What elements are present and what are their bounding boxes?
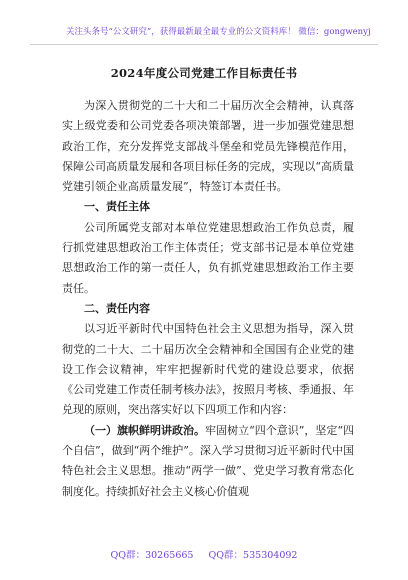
footer-qq-group-2: QQ群：535304092 [208, 550, 298, 561]
section-paragraph-responsibility-content: 以习近平新时代中国特色社会主义思想为指导，深入贯彻党的二十大、二十届历次全会精神和全国国有企业党的建设工作会议精神，牢牢把握新时代党的建设总要求，依据《公司党建工作责任制考核办法》，按照月考核、季通报、年兑现的原则，突出落实好以下四项工作和内容： [62, 322, 354, 417]
section-heading-responsibility-content: 二、责任内容 [84, 301, 150, 315]
footer-qq-group-1: QQ群：30265665 [110, 550, 194, 561]
section-paragraph-responsibility-subject: 公司所属党支部对本单位党建思想政治工作负总责，履行抓党建思想政治工作主体责任；党支部书记是本单位党建思想政治工作的第一责任人，负有抓党建思想政治工作主要责任。 [62, 220, 354, 295]
item-text-politics: 牢固树立“四个意识”，坚定“四个自信”，做到“两个维护”。深入学习贯彻习近平新时代中国特色社会主义思想。推动“两学一做”、党史学习教育常态化制度化。持续抓好社会主义核心价值观 [62, 423, 355, 498]
item-lead-politics: （一）旗帜鲜明讲政治。 [84, 423, 206, 437]
item-paragraph-politics [62, 421, 354, 502]
intro-paragraph: 为深入贯彻党的二十大和二十届历次全会精神，认真落实上级党委和公司党委各项决策部署，进一步加强党建思想政治工作，充分发挥党支部战斗堡垒和党员先锋模范作用，保障公司高质量发展和各项目标任务的完成，实现以“高质量党建引领企业高质量发展”，特签订本责任书。 [62, 99, 354, 194]
document-title: 2024年度公司党建工作目标责任书 [110, 66, 298, 80]
header-notice: 关注头条号“公文研究”，获得最新最全最专业的公文资料库！ 微信：gongwenyj [66, 27, 371, 37]
footer-contacts [0, 547, 408, 561]
header-divider [30, 44, 378, 45]
section-heading-responsibility-subject: 一、责任主体 [84, 200, 150, 214]
document-body [62, 96, 354, 502]
